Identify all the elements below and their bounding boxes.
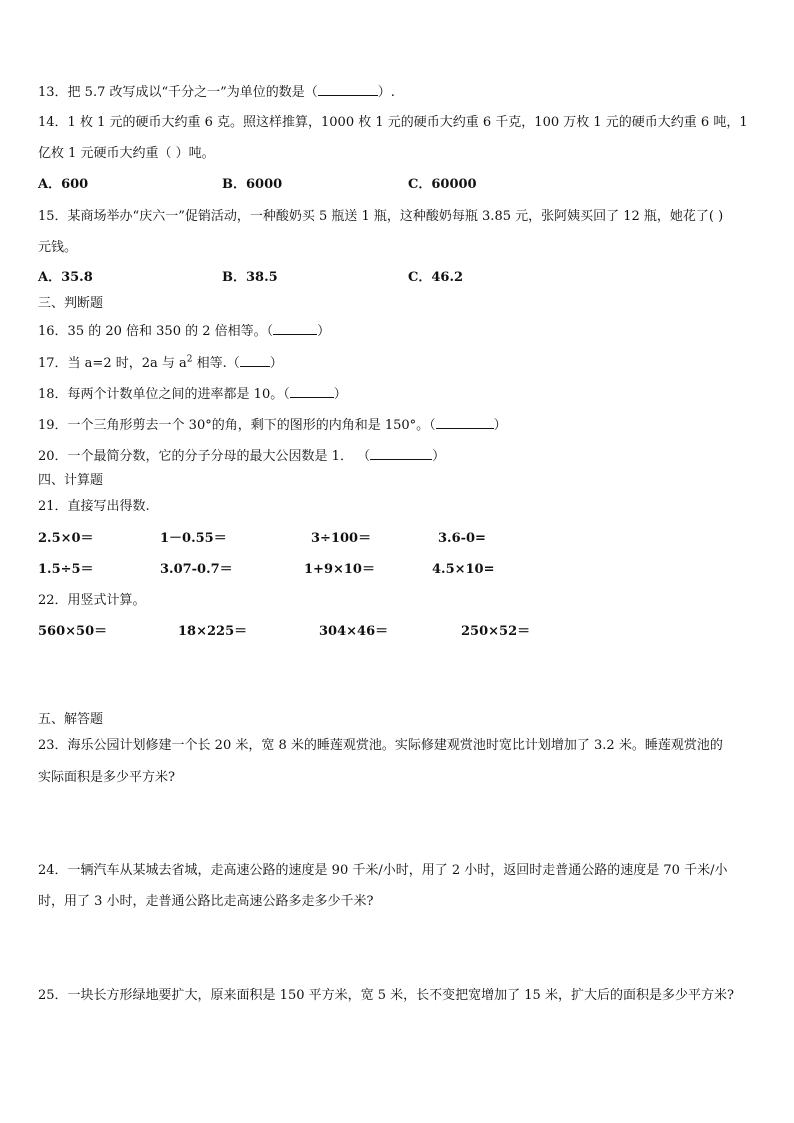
q17-text-2: 相等.（: [192, 356, 240, 371]
question-15-line-2: 元钱。: [38, 240, 78, 255]
question-14-line-2: 亿枚 1 元硬币大约重（ ）吨。: [38, 146, 215, 161]
q19-text: 19．一个三角形剪去一个 30°的角，剩下的图形的内角和是 150°。（: [38, 418, 436, 433]
answer-blank[interactable]: [370, 447, 432, 460]
q21-item: 1－0.55＝: [160, 531, 227, 546]
q19-end: ）: [493, 418, 507, 433]
question-24-line-1: 24．一辆汽车从某城去省城，走高速公路的速度是 90 千米/小时，用了 2 小时，返回时走普通公路的速度是 70 千米/小: [38, 863, 728, 878]
q21-item: 1+9×10＝: [304, 562, 375, 577]
q21-item: 1.5÷5＝: [38, 562, 94, 577]
question-19: [38, 416, 507, 434]
question-23-line-1: 23．海乐公园计划修建一个长 20 米，宽 8 米的睡莲观赏池。实际修建观赏池时宽比计划增加了 3.2 米。睡莲观赏池的: [38, 738, 723, 753]
question-17: [38, 354, 283, 372]
question-13: [38, 83, 395, 101]
q22-item: 304×46＝: [319, 624, 389, 639]
question-24-line-2: 时，用了 3 小时，走普通公路比走高速公路多走多少千米?: [38, 894, 374, 909]
answer-blank[interactable]: [436, 416, 494, 429]
question-14-line-1: 14．1 枚 1 元的硬币大约重 6 克。照这样推算，1000 枚 1 元的硬币大约重 6 千克，100 万枚 1 元的硬币大约重 6 吨，1: [38, 115, 748, 130]
question-21-title: 21．直接写出得数.: [38, 499, 150, 514]
section-heading-word-problems: 五、解答题: [38, 712, 104, 727]
q21-item: 3÷100＝: [311, 531, 372, 546]
q14-option-c[interactable]: C．60000: [408, 177, 477, 192]
q22-item: 18×225＝: [178, 624, 248, 639]
q21-item: 3.07-0.7＝: [160, 562, 233, 577]
q21-item: 2.5×0＝: [38, 531, 94, 546]
question-15-line-1: 15．某商场举办“庆六一”促销活动，一种酸奶买 5 瓶送 1 瓶，这种酸奶每瓶 3.85 元，张阿姨买回了 12 瓶，她花了( ): [38, 209, 724, 224]
answer-blank[interactable]: [290, 385, 334, 398]
question-16: [38, 322, 330, 340]
q18-text: 18．每两个计数单位之间的进率都是 10。（: [38, 387, 290, 402]
answer-blank[interactable]: [273, 322, 317, 335]
q21-item: 4.5×10=: [432, 562, 495, 577]
q22-item: 560×50＝: [38, 624, 108, 639]
section-heading-judgement: 三、判断题: [38, 296, 104, 311]
question-23-line-2: 实际面积是多少平方米?: [38, 770, 175, 785]
q15-option-a[interactable]: A．35.8: [38, 270, 93, 285]
q16-end: ）: [317, 324, 331, 339]
q22-item: 250×52＝: [461, 624, 531, 639]
q18-end: ）: [333, 387, 347, 402]
q17-exponent: 2: [186, 354, 193, 365]
q14-option-b[interactable]: B．6000: [222, 177, 283, 192]
q17-end: ）: [269, 356, 283, 371]
section-heading-calculation: 四、计算题: [38, 473, 104, 488]
q15-option-b[interactable]: B．38.5: [222, 270, 278, 285]
answer-blank[interactable]: [318, 83, 378, 96]
q16-text: 16．35 的 20 倍和 350 的 2 倍相等。（: [38, 324, 274, 339]
question-25: 25．一块长方形绿地要扩大，原来面积是 150 平方米，宽 5 米，长不变把宽增加了 15 米，扩大后的面积是多少平方米?: [38, 988, 734, 1003]
question-20: [38, 447, 445, 465]
q20-text: 20．一个最简分数，它的分子分母的最大公因数是 1． （: [38, 449, 371, 464]
q21-item: 3.6-0=: [438, 531, 486, 546]
question-22-title: 22．用竖式计算。: [38, 593, 146, 608]
q15-option-c[interactable]: C．46.2: [408, 270, 464, 285]
q17-text: 17．当 a=2 时，2a 与 a: [38, 356, 187, 371]
q13-end: ）.: [377, 85, 395, 100]
q20-end: ）: [432, 449, 446, 464]
answer-blank[interactable]: [240, 354, 270, 367]
q14-option-a[interactable]: A．600: [38, 177, 89, 192]
question-18: [38, 385, 347, 403]
q13-text: 13．把 5.7 改写成以“千分之一”为单位的数是（: [38, 85, 318, 100]
